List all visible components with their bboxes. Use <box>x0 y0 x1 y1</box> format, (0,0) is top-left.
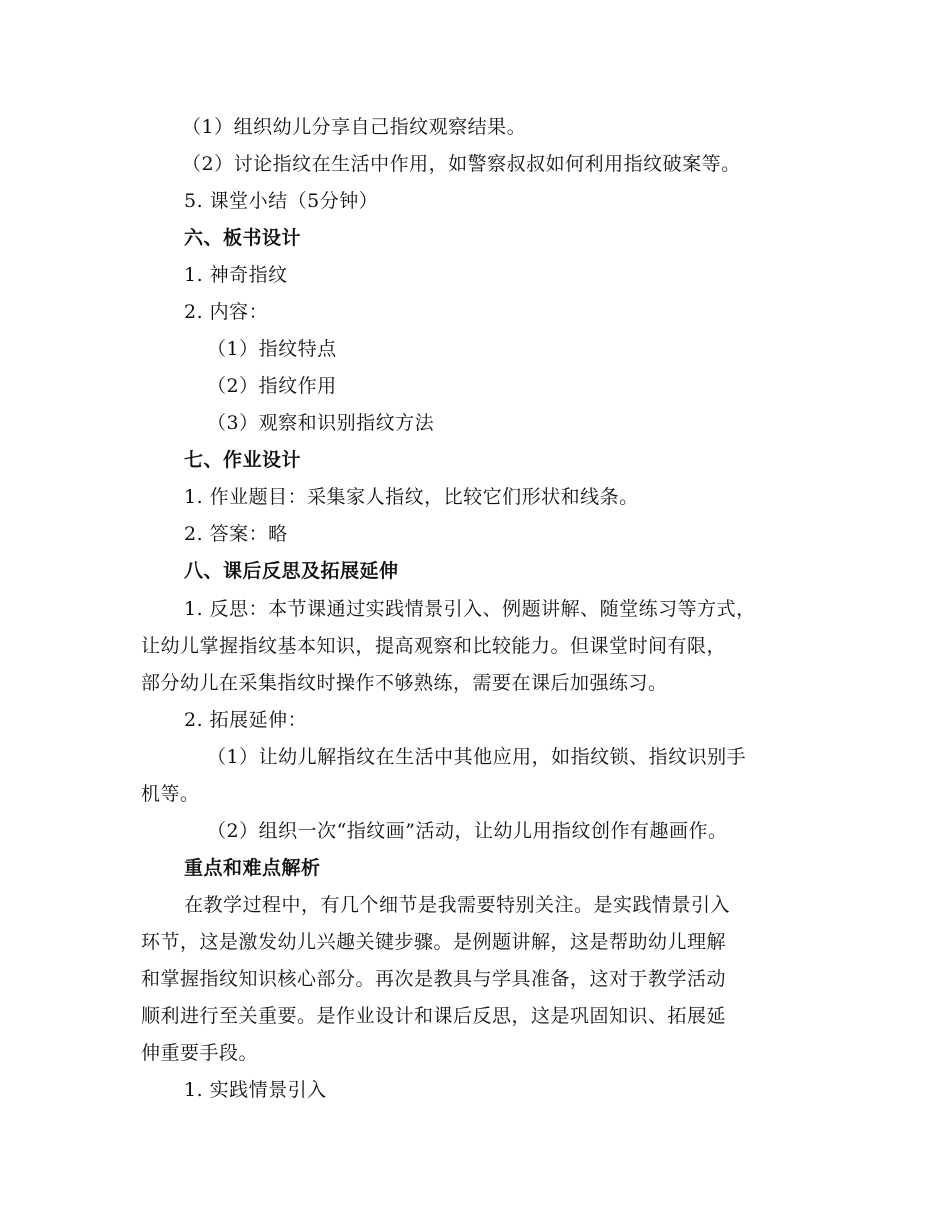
activity-step-2: （2）讨论指纹在生活中作用，如警察叔叔如何利用指纹破案等。 <box>182 153 741 175</box>
homework-item-1: 1. 作业题目：采集家人指纹，比较它们形状和线条。 <box>184 486 639 508</box>
blackboard-subitem-2: （2）指纹作用 <box>207 375 337 397</box>
extension-item-2: 2. 拓展延伸： <box>184 709 308 731</box>
section-heading-reflection: 八、课后反思及拓展延伸 <box>184 560 399 582</box>
reflection-paragraph-line-3: 部分幼儿在采集指纹时操作不够熟练，需要在课后加强练习。 <box>141 672 668 694</box>
key-points-paragraph-line-5: 伸重要手段。 <box>141 1042 259 1064</box>
section-heading-blackboard: 六、板书设计 <box>184 227 302 249</box>
key-points-paragraph-line-1: 在教学过程中，有几个细节是我需要特别关注。是实践情景引入 <box>184 894 731 916</box>
key-points-paragraph-line-4: 顺利进行至关重要。是作业设计和课后反思，这是巩固知识、拓展延 <box>141 1005 727 1027</box>
homework-item-2: 2. 答案：略 <box>184 523 288 545</box>
blackboard-subitem-1: （1）指纹特点 <box>207 338 337 360</box>
key-points-paragraph-line-3: 和掌握指纹知识核心部分。再次是教具与学具准备，这对于教学活动 <box>141 968 727 990</box>
blackboard-item-1: 1. 神奇指纹 <box>184 264 288 286</box>
extension-subitem-1-line-1: （1）让幼儿解指纹在生活中其他应用，如指纹锁、指纹识别手 <box>207 746 747 768</box>
key-points-item-1: 1. 实践情景引入 <box>184 1079 327 1101</box>
section-heading-key-points: 重点和难点解析 <box>184 857 321 879</box>
blackboard-subitem-3: （3）观察和识别指纹方法 <box>207 412 435 434</box>
lesson-step-5: 5. 课堂小结（5分钟） <box>184 190 379 212</box>
activity-step-1: （1）组织幼儿分享自己指纹观察结果。 <box>182 116 527 138</box>
blackboard-item-2: 2. 内容： <box>184 301 269 323</box>
reflection-paragraph-line-1: 1. 反思：本节课通过实践情景引入、例题讲解、随堂练习等方式， <box>184 598 756 620</box>
key-points-paragraph-line-2: 环节，这是激发幼儿兴趣关键步骤。是例题讲解，这是帮助幼儿理解 <box>141 931 727 953</box>
reflection-paragraph-line-2: 让幼儿掌握指纹基本知识，提高观察和比较能力。但课堂时间有限， <box>141 635 727 657</box>
section-heading-homework: 七、作业设计 <box>184 449 302 471</box>
extension-subitem-1-line-2: 机等。 <box>141 783 200 805</box>
extension-subitem-2: （2）组织一次“指纹画”活动，让幼儿用指纹创作有趣画作。 <box>207 820 728 842</box>
